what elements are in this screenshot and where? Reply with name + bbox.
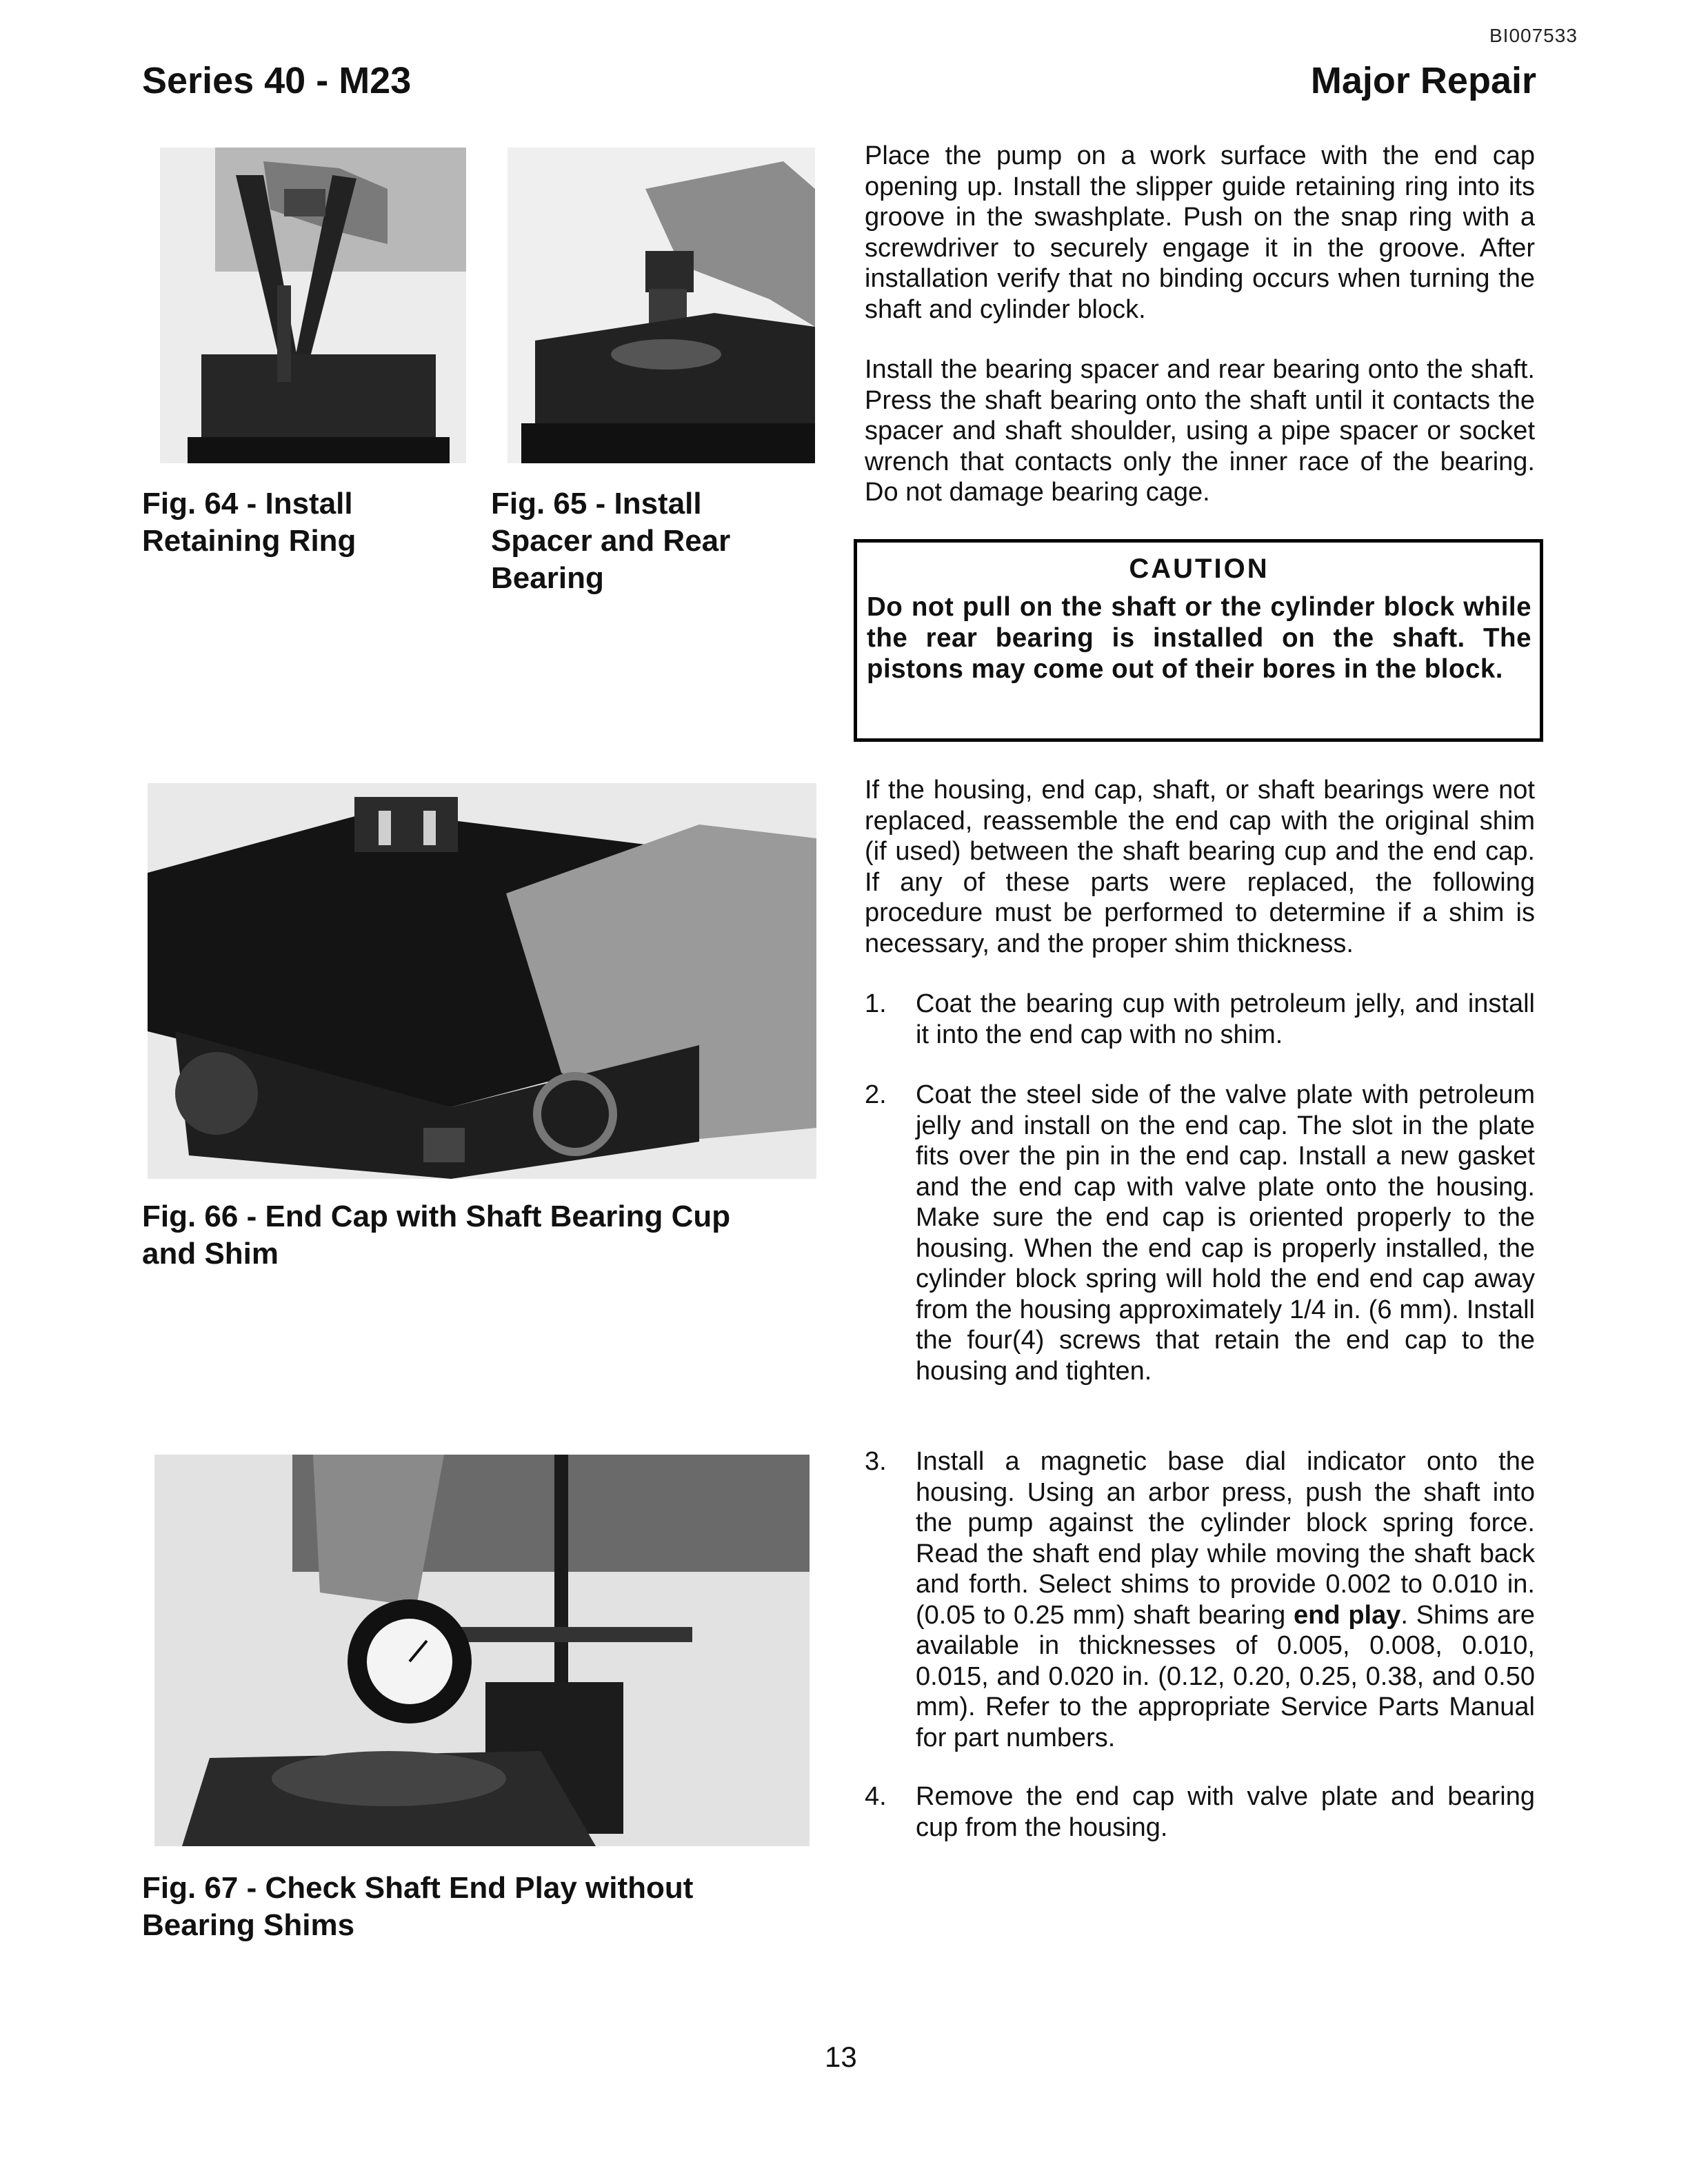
fig-66-caption-line: and Shim	[142, 1237, 279, 1271]
paragraph-text: If the housing, end cap, shaft, or shaft bearings were not replaced, reassemble the end cap with the original shim (if used) between the shaft bearing cup and the end cap. If any of these parts were replaced, the following procedure must be performed to determine if a shim is necessary, and the proper shim thickness.	[865, 776, 1535, 958]
end-play-emphasis: end play	[1294, 1600, 1401, 1630]
paragraph-text: Install the bearing spacer and rear bearing onto the shaft. Press the shaft bearing onto the shaft until it contacts the spacer and shaft shoulder, using a pipe spacer or socket wrench that contacts only the inner race of the bearing. Do not damage bearing cage.	[865, 355, 1535, 507]
paragraph-3	[865, 775, 1535, 959]
step-number: 3.	[865, 1447, 887, 1476]
fig-65-caption-line: Fig. 65 - Install	[491, 487, 702, 520]
fig-65-caption-line: Spacer and Rear	[491, 524, 731, 558]
step-text: Coat the bearing cup with petroleum jelly, and install it into the end cap with no shim.	[916, 989, 1535, 1049]
caution-text: Do not pull on the shaft or the cylinder block while the rear bearing is installed on the shaft. The pistons may come out of their bores in the block.	[867, 592, 1531, 684]
caution-box	[854, 539, 1543, 742]
paragraph-2	[865, 354, 1535, 508]
step-1	[865, 989, 1535, 1050]
step-number: 4.	[865, 1782, 887, 1811]
fig-64-photo	[160, 148, 466, 463]
series-header: Series 40 - M23	[142, 60, 412, 101]
step-text-part: Install a magnetic base dial indicator onto the housing. Using an arbor press, push the shaft into the pump against the cylinder block spring force. Read the shaft end play while moving the shaft back and forth. Select shims to provide 0.002 to 0.010 in. (0.05 to 0.25 mm) shaft bearing	[916, 1447, 1535, 1630]
fig-66-caption	[142, 1198, 825, 1273]
fig-64-caption-line: Retaining Ring	[142, 524, 356, 558]
step-4	[865, 1781, 1535, 1843]
fig-66-caption-line: Fig. 66 - End Cap with Shaft Bearing Cup	[142, 1200, 731, 1233]
step-number: 2.	[865, 1080, 887, 1109]
step-2	[865, 1080, 1535, 1386]
step-3	[865, 1446, 1535, 1753]
step-text-part: . Shims are available in thicknesses of 0.005, 0.008, 0.010, 0.015, and 0.020 in. (0.12, 0.20, 0.25, 0.38, and 0.50 mm). Refer to the appropriate Service Parts Manual for part numbers.	[916, 1600, 1535, 1752]
page-number: 13	[825, 2041, 857, 2073]
fig-67-caption-line: Bearing Shims	[142, 1908, 355, 1942]
fig-65-caption	[491, 485, 822, 597]
step-text: Remove the end cap with valve plate and bearing cup from the housing.	[916, 1782, 1535, 1842]
fig-67-caption-line: Fig. 67 - Check Shaft End Play without	[142, 1871, 694, 1905]
fig-65-caption-line: Bearing	[491, 561, 604, 595]
fig-67-photo	[154, 1455, 810, 1846]
step-text	[916, 1446, 1535, 1753]
fig-64-caption-line: Fig. 64 - Install	[142, 487, 353, 520]
step-text: Coat the steel side of the valve plate with petroleum jelly and install on the end cap. The slot in the plate fits over the pin in the end cap. Install a new gasket and the end cap with valve plate onto the housing. Make sure the end cap is oriented properly to the housing. When the end cap is properly installed, the cylinder block spring will hold the end end cap away from the housing approximately 1/4 in. (6 mm). Install the four(4) screws that retain the end cap to the housing and tighten.	[916, 1080, 1535, 1386]
section-header: Major Repair	[1310, 60, 1536, 101]
caution-title: CAUTION	[1129, 554, 1269, 584]
paragraph-1	[865, 141, 1535, 325]
fig-67-caption	[142, 1870, 825, 1944]
fig-66-photo	[148, 783, 816, 1179]
step-number: 1.	[865, 989, 887, 1018]
paragraph-text: Place the pump on a work surface with the end cap opening up. Install the slipper guide retaining ring into its groove in the swashplate. Push on the snap ring with a screwdriver to securely engage it in the groove. After installation verify that no binding occurs when turning the shaft and cylinder block.	[865, 141, 1535, 324]
fig-65-photo	[508, 148, 815, 463]
document-id: BI007533	[1489, 25, 1578, 46]
fig-64-caption	[142, 485, 432, 560]
